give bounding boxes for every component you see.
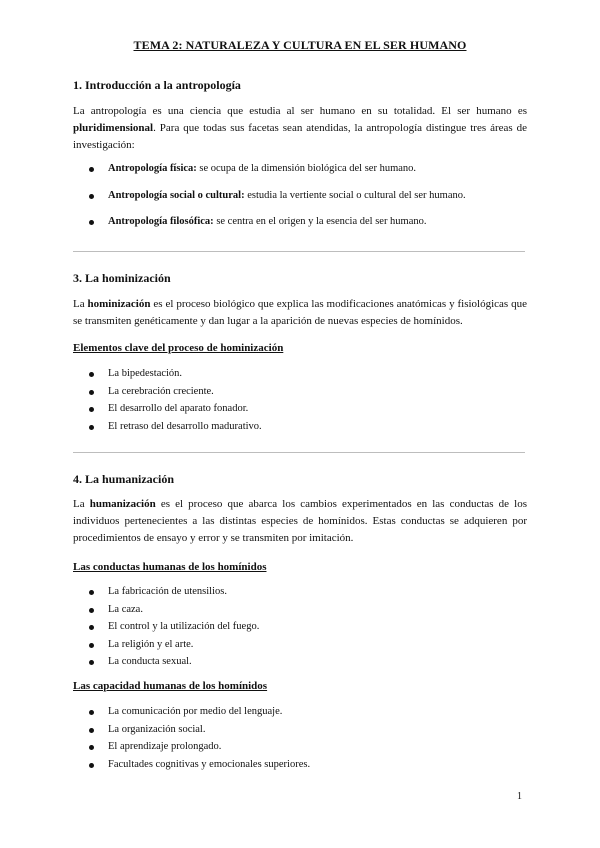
list-item: El desarrollo del aparato fonador. <box>73 400 262 418</box>
hominizacion-elements-list <box>73 365 262 435</box>
section-heading-introduccion: 1. Introducción a la antropología <box>73 78 241 92</box>
page-number: 1 <box>517 791 522 802</box>
section-heading-humanizacion: 4. La humanización <box>73 472 175 486</box>
capacidades-list <box>73 703 310 773</box>
list-item: La religión y el arte. <box>73 636 259 654</box>
list-item: La organización social. <box>73 721 310 739</box>
list-item: La bipedestación. <box>73 365 262 383</box>
antropologia-areas-list <box>73 160 466 240</box>
list-item: Facultades cognitivas y emocionales superiores. <box>73 756 310 774</box>
list-item: Antropología social o cultural: estudia la vertiente social o cultural del ser humano. <box>73 187 466 214</box>
section-divider <box>73 251 525 252</box>
page-title: TEMA 2: NATURALEZA Y CULTURA EN EL SER HUMANO <box>133 38 467 52</box>
subheading-conductas-humanas: Las conductas humanas de los homínidos <box>73 561 267 573</box>
list-item: Antropología física: se ocupa de la dimensión biológica del ser humano. <box>73 160 466 187</box>
subheading-elementos-clave: Elementos clave del proceso de hominización <box>73 342 284 354</box>
list-item: La caza. <box>73 601 259 619</box>
list-item: La comunicación por medio del lenguaje. <box>73 703 310 721</box>
intro-paragraph: La antropología es una ciencia que estudia al ser humano en su totalidad. El ser humano es pluridimensional. Para que todas sus facetas sean atendidas, la antropología distingue tres áreas de investigación: <box>73 105 527 151</box>
list-item: La cerebración creciente. <box>73 383 262 401</box>
section-heading-hominizacion: 3. La hominización <box>73 271 171 285</box>
humanizacion-paragraph: La humanización es el proceso que abarca los cambios experimentados en las conductas de los individuos pertenecientes a las distintas especies de homínidos. Estas conductas se adquieren por procedimientos de ensayo y error y se transmiten por imitación. <box>73 498 527 544</box>
subheading-capacidad-humanas: Las capacidad humanas de los homínidos <box>73 680 268 692</box>
list-item: El retraso del desarrollo madurativo. <box>73 418 262 436</box>
list-item: El control y la utilización del fuego. <box>73 618 259 636</box>
list-item: El aprendizaje prolongado. <box>73 738 310 756</box>
list-item: La conducta sexual. <box>73 653 259 671</box>
section-divider <box>73 452 525 453</box>
hominizacion-paragraph: La hominización es el proceso biológico que explica las modificaciones anatómicas y fisiológicas que se transmiten genéticamente y dan lugar a la aparición de nuevas especies de homínidos. <box>73 298 527 327</box>
list-item: Antropología filosófica: se centra en el origen y la esencia del ser humano. <box>73 213 466 240</box>
list-item: La fabricación de utensilios. <box>73 583 259 601</box>
conductas-list <box>73 583 259 671</box>
